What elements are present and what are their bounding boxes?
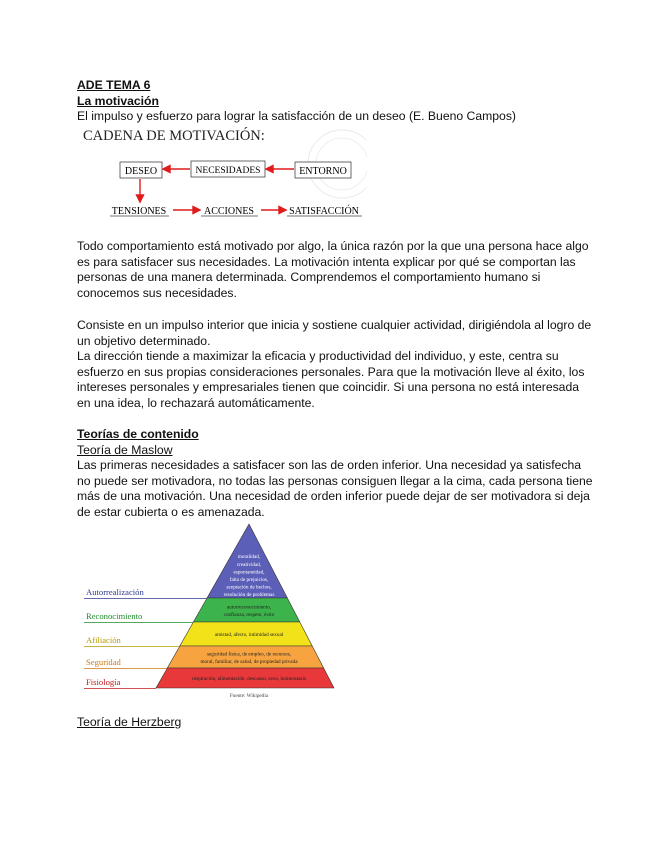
maslow-line: más de una motivación. Una necesidad de orden inferior puede dejar de ser motivadora si deja xyxy=(77,489,590,504)
motivation-chain-diagram xyxy=(77,124,367,224)
node-necesidades: NECESIDADES xyxy=(195,166,261,176)
para2-line: esfuerzo en sus propias consideraciones personales. Para que la motivación lleve al éxito, los xyxy=(77,364,585,379)
pyramid-source: Fuente: Wikipedia xyxy=(229,693,269,699)
arrowhead-deseo xyxy=(163,166,170,173)
para2-line: un objetivo determinado. xyxy=(77,333,211,348)
node-deseo: DESEO xyxy=(124,166,158,177)
motivation-definition: El impulso y esfuerzo para lograr la satisfacción de un deseo (E. Bueno Campos) xyxy=(77,109,516,123)
pyramid-level-text: aceptación de hechos, xyxy=(226,584,272,591)
paragraph-impulso xyxy=(77,318,592,412)
pyramid-level-text: moralidad, xyxy=(237,554,261,561)
para1-line: conocemos sus necesidades. xyxy=(77,285,237,300)
maslow-pyramid xyxy=(82,522,338,700)
para1-line: es para satisfacer sus necesidades. La motivación intenta explicar por qué se comportan las xyxy=(77,254,576,269)
document-title: ADE TEMA 6 xyxy=(77,78,151,92)
pyramid-label: Reconocimiento xyxy=(86,611,143,621)
paragraph-comportamiento xyxy=(77,239,589,301)
para2-line: Consiste en un impulso interior que inicia y sostiene cualquier actividad, dirigiéndola al logro de xyxy=(77,318,592,332)
section-heading-teorias-contenido: Teorías de contenido xyxy=(77,427,199,441)
pyramid-level-text: confianza, respeto, éxito xyxy=(223,611,275,618)
arrowhead-necesidades xyxy=(266,166,273,173)
para2-line: intereses personales y empresariales tienen que coincidir. Si una persona no está interesada xyxy=(77,380,580,395)
pyramid-label: Afiliación xyxy=(86,635,121,645)
pyramid-level-text: moral, familiar, de salud, de propiedad privada xyxy=(200,658,298,665)
node-tensiones: TENSIONES xyxy=(111,206,167,217)
node-acciones: ACCIONES xyxy=(203,206,255,217)
maslow-line: no puede ser motivadora, no todas las personas consiguen llegar a la cima, cada persona tiene xyxy=(77,473,593,488)
pyramid-level-text: resolución de problemas xyxy=(223,592,275,599)
arrowhead-tensiones xyxy=(137,195,144,202)
maslow-line: Las primeras necesidades a satisfacer son las de orden inferior. Una necesidad ya satisfecha xyxy=(77,458,582,472)
pyramid-level-text: amistad, afecto, intimidad sexual xyxy=(214,632,284,639)
maslow-line: de estar cubierta o es amenazada. xyxy=(77,504,265,519)
pyramid-level-text: creatividad, xyxy=(236,561,262,568)
node-satisfaccion: SATISFACCIÓN xyxy=(289,206,359,217)
pyramid-level-text: respiración, alimentación, descanso, sexo, homeostasis xyxy=(192,676,306,683)
subheading-maslow: Teoría de Maslow xyxy=(77,443,173,457)
pyramid-level-text: autorreconocimiento, xyxy=(226,604,272,611)
pyramid-level-text: falta de prejuicios, xyxy=(229,577,269,583)
chain-title: CADENA DE MOTIVACIÓN: xyxy=(83,128,265,144)
para1-line: Todo comportamiento está motivado por algo, la única razón por la que una persona hace algo xyxy=(77,239,589,253)
pyramid-label: Seguridad xyxy=(86,657,121,667)
section-title-motivacion: La motivación xyxy=(77,94,159,108)
arrowhead-satisfaccion xyxy=(279,207,286,214)
node-entorno: ENTORNO xyxy=(299,166,347,177)
para2-line: La dirección tiende a maximizar la eficacia y productividad del individuo, y este, centra su xyxy=(77,349,559,364)
pyramid-label: Fisiología xyxy=(86,677,121,687)
arrowhead-acciones xyxy=(193,207,200,214)
para2-line: en una idea, lo rechazará automáticamente. xyxy=(77,395,315,410)
pyramid-label: Autorrealización xyxy=(86,587,144,597)
para1-line: personas de una manera determinada. Comprendemos el comportamiento humano si xyxy=(77,270,541,285)
pyramid-level-text: espontaneidad, xyxy=(233,569,265,576)
pyramid-level-text: seguridad física, de empleo, de recursos, xyxy=(206,651,292,658)
paragraph-maslow xyxy=(77,458,593,520)
subheading-herzberg: Teoría de Herzberg xyxy=(77,715,182,729)
